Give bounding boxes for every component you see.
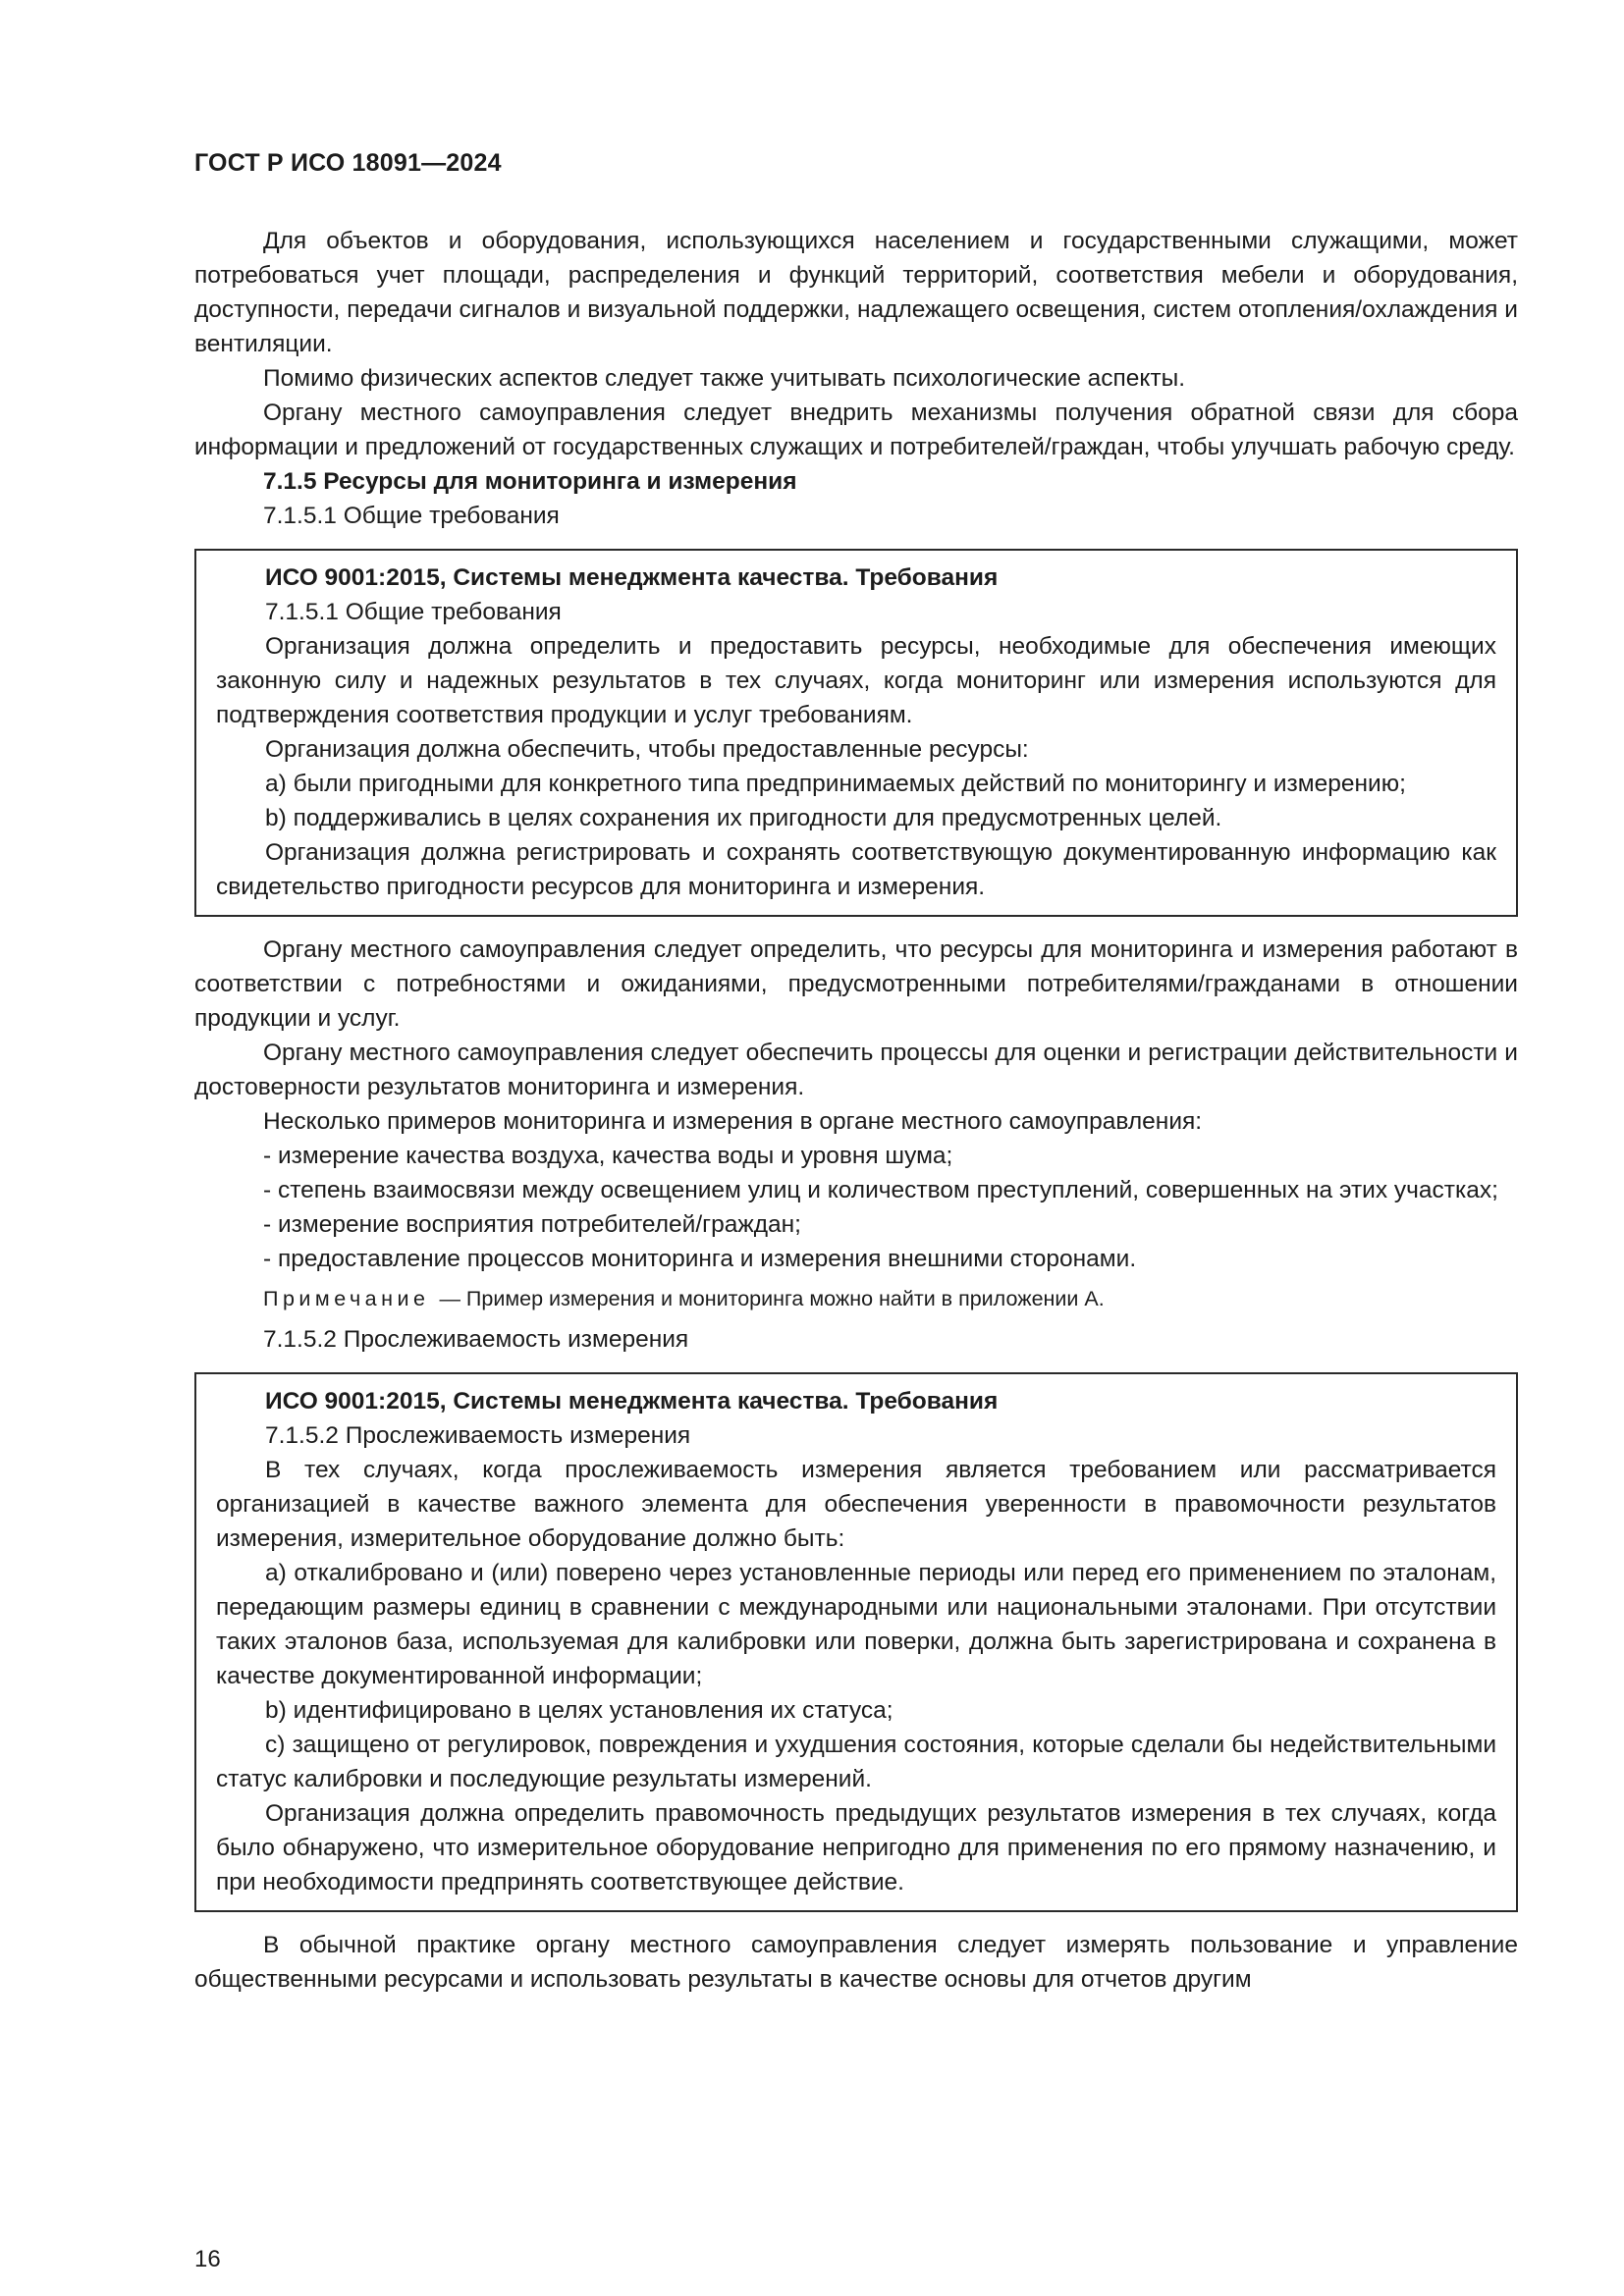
quote-paragraph: Организация должна обеспечить, чтобы предоставленные ресурсы: <box>265 736 1029 763</box>
intro-paragraph-1: Для объектов и оборудования, использующихся населением и государственными служащими, может потребоваться учет площади, распределения и функций территорий, соответствия мебели и оборудования, доступности, передачи сигналов и визуальной поддержки, надлежащего освещения, систем отопления/охлаждения и вентиляции. <box>194 228 1518 357</box>
quote-list-item-b: b) поддерживались в целях сохранения их пригодности для предусмотренных целей. <box>265 805 1222 831</box>
body-paragraph: Несколько примеров мониторинга и измерения в органе местного самоуправления: <box>263 1108 1203 1135</box>
quote-list-item-a: a) были пригодными для конкретного типа предпринимаемых действий по мониторингу и измерению; <box>265 771 1406 797</box>
iso-quote-box-7-1-5-2 <box>194 1372 1518 1912</box>
note-text: — Пример измерения и мониторинга можно найти в приложении А. <box>439 1287 1105 1310</box>
example-list-item: - степень взаимосвязи между освещением улиц и количеством преступлений, совершенных на этих участках; <box>263 1177 1498 1203</box>
intro-paragraph-3: Органу местного самоуправления следует внедрить механизмы получения обратной связи для сбора информации и предложений от государственных служащих и потребителей/граждан, чтобы улучшать рабочую среду. <box>194 400 1518 460</box>
document-header-id: ГОСТ Р ИСО 18091—2024 <box>194 149 502 177</box>
document-page <box>194 0 1518 2296</box>
body-paragraph: Органу местного самоуправления следует определить, что ресурсы для мониторинга и измерения работают в соответствии с потребностями и ожиданиями, предусмотренными потребителями/гражданами в отношении продукции и услуг. <box>194 936 1518 1032</box>
quote-list-item-a: a) откалибровано и (или) поверено через установленные периоды или перед его применением по эталонам, передающим размеры единиц в сравнении с международными или национальными эталонами. При отсутствии таких эталонов база, используемая для калибровки или поверки, должна быть зарегистрирована и сохранена в качестве документированной информации; <box>216 1560 1496 1689</box>
quote-list-item-c: c) защищено от регулировок, повреждения и ухудшения состояния, которые сделали бы недействительными статус калибровки и последующие результаты измерений. <box>216 1732 1496 1792</box>
subsection-heading-7-1-5-2: 7.1.5.2 Прослеживаемость измерения <box>263 1326 689 1353</box>
quote-box-subtitle: 7.1.5.2 Прослеживаемость измерения <box>265 1422 691 1449</box>
subsection-heading-7-1-5-1: 7.1.5.1 Общие требования <box>263 503 560 529</box>
quote-list-item-b: b) идентифицировано в целях установления их статуса; <box>265 1697 893 1724</box>
quote-paragraph: Организация должна регистрировать и сохранять соответствующую документированную информацию как свидетельство пригодности ресурсов для мониторинга и измерения. <box>216 839 1496 900</box>
example-list-item: - измерение качества воздуха, качества воды и уровня шума; <box>263 1143 953 1169</box>
document-body <box>194 224 1518 1997</box>
quote-box-subtitle: 7.1.5.1 Общие требования <box>265 599 562 625</box>
quote-paragraph: В тех случаях, когда прослеживаемость измерения является требованием или рассматривается организацией в качестве важного элемента для обеспечения уверенности в правомочности результатов измерения, измерительное оборудование должно быть: <box>216 1457 1496 1552</box>
page-number: 16 <box>194 2246 221 2272</box>
iso-quote-box-7-1-5-1 <box>194 549 1518 917</box>
intro-paragraph-2: Помимо физических аспектов следует также учитывать психологические аспекты. <box>263 365 1186 392</box>
quote-paragraph: Организация должна определить правомочность предыдущих результатов измерения в тех случаях, когда было обнаружено, что измерительное оборудование непригодно для применения по его прямому назначению, и при необходимости предпринять соответствующее действие. <box>216 1800 1496 1896</box>
quote-box-title: ИСО 9001:2015, Системы менеджмента качества. Требования <box>265 564 999 591</box>
note-paragraph <box>194 1282 1518 1316</box>
section-heading-7-1-5: 7.1.5 Ресурсы для мониторинга и измерения <box>263 468 797 495</box>
example-list-item: - измерение восприятия потребителей/граждан; <box>263 1211 801 1238</box>
quote-paragraph: Организация должна определить и предоставить ресурсы, необходимые для обеспечения имеющих законную силу и надежных результатов в тех случаях, когда мониторинг или измерения используются для подтверждения соответствия продукции и услуг требованиям. <box>216 633 1496 728</box>
note-label: Примечание <box>263 1287 430 1310</box>
quote-box-title: ИСО 9001:2015, Системы менеджмента качества. Требования <box>265 1388 999 1415</box>
body-paragraph: Органу местного самоуправления следует обеспечить процессы для оценки и регистрации действительности и достоверности результатов мониторинга и измерения. <box>194 1040 1518 1100</box>
example-list-item: - предоставление процессов мониторинга и измерения внешними сторонами. <box>263 1246 1137 1272</box>
closing-paragraph: В обычной практике органу местного самоуправления следует измерять пользование и управление общественными ресурсами и использовать результаты в качестве основы для отчетов другим <box>194 1932 1518 1993</box>
